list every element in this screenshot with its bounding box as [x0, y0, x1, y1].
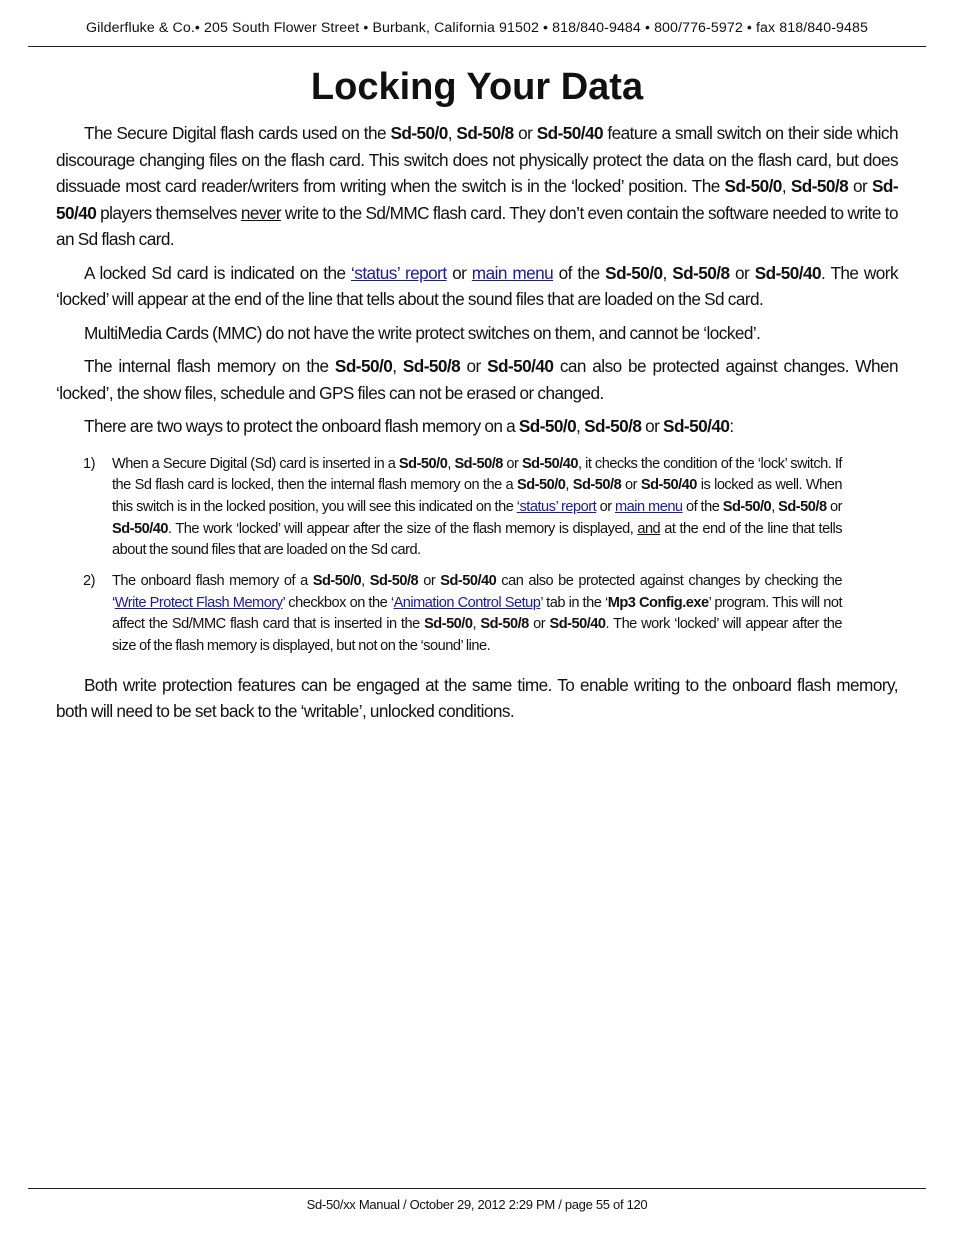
model-name: Sd-50/8 — [672, 262, 730, 283]
text: or — [641, 416, 664, 436]
model-name: Sd-50/40 — [536, 123, 604, 143]
page-title: Locking Your Data — [310, 66, 644, 108]
model-name: Sd-50/40 — [112, 520, 169, 537]
model-name: Sd-50/8 — [790, 176, 849, 196]
text: , — [361, 573, 370, 590]
model-name: Sd-50/40 — [487, 356, 554, 376]
text: at the end of the line that tells about the sound files that are loaded on the Sd card. — [112, 520, 843, 559]
text: . The work ‘locked’ will appear at the end of the line that tells about the sound files that are loaded on the Sd card. — [56, 262, 899, 309]
model-name: Sd-50/8 — [480, 616, 529, 633]
model-name: Sd-50/0 — [398, 455, 448, 472]
main-menu-link[interactable]: main menu — [471, 262, 554, 283]
model-name: Sd-50/40 — [663, 416, 730, 436]
model-name: Sd-50/8 — [572, 477, 622, 494]
model-name: Sd-50/8 — [369, 573, 419, 590]
text: or — [460, 356, 488, 376]
text: or — [418, 573, 441, 590]
underlined-text: and — [637, 520, 661, 537]
list-number: 2) — [83, 573, 95, 590]
text: or — [621, 477, 641, 494]
text: A locked Sd card is indicated on the — [84, 262, 352, 283]
page-header: Gilderfluke & Co.• 205 South Flower Street • Burbank, California 91502 • 818/840-9484 • 800/776-5972 • fax 818/840-9485 — [28, 20, 926, 47]
text: or — [826, 498, 842, 515]
text: or — [528, 616, 550, 633]
model-name: Sd-50/40 — [640, 477, 697, 494]
list-number: 1) — [83, 455, 95, 472]
text: , — [781, 176, 791, 196]
text: or — [729, 262, 755, 283]
document-body — [56, 120, 898, 732]
model-name: Sd-50/0 — [390, 123, 448, 143]
status-report-link[interactable]: ‘status’ report — [351, 262, 447, 283]
model-name: Sd-50/8 — [402, 356, 461, 376]
text: , — [447, 455, 455, 472]
text: write to the Sd/MMC flash card. They don’t even contain the software needed to write to an Sd flash card. — [56, 202, 898, 249]
page-footer: Sd-50/xx Manual / October 29, 2012 2:29 PM / page 55 of 120 — [28, 1188, 926, 1212]
text: or — [596, 498, 615, 515]
status-report-link[interactable]: ‘status’ report — [516, 498, 597, 515]
text: : — [729, 416, 734, 436]
text: ’ program. This will not affect the Sd/MMC flash card that is inserted in the — [112, 594, 843, 633]
text: players themselves — [96, 202, 241, 223]
model-name: Sd-50/8 — [456, 123, 514, 143]
text: , — [771, 498, 779, 515]
text: , it checks the condition of the ‘lock’ switch. If the Sd flash card is locked, then the internal flash memory on the a — [112, 455, 842, 494]
model-name: Sd-50/8 — [584, 416, 642, 436]
program-name: Mp3 Config.exe — [607, 594, 709, 611]
numbered-list — [56, 454, 842, 658]
text: , — [576, 416, 585, 436]
text: When a Secure Digital (Sd) card is inserted in a — [112, 455, 399, 472]
text: can also be protected against changes by checking the ‘ — [112, 573, 842, 611]
paragraph-2 — [56, 260, 898, 313]
text: , — [565, 477, 573, 494]
model-name: Sd-50/40 — [521, 455, 578, 472]
list-item-1 — [56, 454, 842, 563]
text: , — [392, 356, 403, 376]
text: or — [513, 123, 537, 143]
list-item-2 — [56, 571, 842, 658]
model-name: Sd-50/40 — [549, 616, 606, 633]
model-name: Sd-50/0 — [724, 176, 782, 196]
paragraph-5 — [56, 413, 898, 440]
text: , — [472, 616, 481, 633]
text: or — [848, 176, 872, 196]
text: There are two ways to protect the onboard flash memory on a — [84, 416, 519, 436]
text: can also be protected against changes. When ‘locked’, the show files, schedule and GPS files can not be erased or changed. — [56, 356, 898, 403]
model-name: Sd-50/0 — [518, 416, 577, 436]
model-name: Sd-50/0 — [312, 573, 362, 590]
text: , — [662, 262, 673, 283]
text: . The work ‘locked’ will appear after the size of the flash memory is displayed, — [168, 520, 638, 537]
model-name: Sd-50/0 — [516, 477, 566, 494]
text: or — [446, 262, 472, 283]
model-name: Sd-50/40 — [754, 262, 822, 283]
text: feature a small switch on their side which discourage changing files on the flash card. This switch does not physically protect the data on the flash card, but does dissuade most card reader/writers from writing when the switch is in the ‘locked’ position. The — [56, 123, 898, 196]
write-protect-flash-memory-link[interactable]: Write Protect Flash Memory — [114, 594, 283, 611]
paragraph-4 — [56, 353, 898, 406]
model-name: Sd-50/8 — [778, 498, 827, 515]
text: , — [447, 123, 457, 143]
text: ’ checkbox on the ‘ — [282, 594, 394, 611]
main-menu-link[interactable]: main menu — [615, 498, 683, 515]
text: ’ tab in the ‘ — [540, 594, 608, 611]
paragraph-1 — [56, 120, 898, 253]
text: of the — [682, 498, 723, 515]
model-name: Sd-50/40 — [56, 176, 898, 223]
text: The onboard flash memory of a — [112, 573, 313, 590]
text: The internal flash memory on the — [84, 356, 335, 376]
text: is locked as well. When this switch is in the locked position, you will see this indicated on the — [112, 477, 842, 515]
paragraph-3: MultiMedia Cards (MMC) do not have the write protect switches on them, and cannot be ‘locked’. — [84, 322, 761, 343]
model-name: Sd-50/0 — [424, 616, 473, 633]
model-name: Sd-50/40 — [440, 573, 497, 590]
paragraph-6: Both write protection features can be engaged at the same time. To enable writing to the onboard flash memory, both will need to be set back to the ‘writable’, unlocked conditions. — [56, 674, 898, 722]
underlined-text: never — [240, 202, 282, 223]
model-name: Sd-50/8 — [454, 455, 503, 472]
text: or — [502, 455, 522, 472]
model-name: Sd-50/0 — [605, 262, 663, 283]
model-name: Sd-50/0 — [722, 498, 772, 515]
animation-control-setup-link[interactable]: Animation Control Setup — [393, 594, 541, 611]
text: The Secure Digital flash cards used on the — [84, 123, 391, 143]
text: . The work ‘locked’ will appear after the size of the flash memory is displayed, but not on the ‘sound’ line. — [112, 616, 842, 655]
model-name: Sd-50/0 — [334, 356, 393, 376]
text: of the — [553, 262, 606, 283]
